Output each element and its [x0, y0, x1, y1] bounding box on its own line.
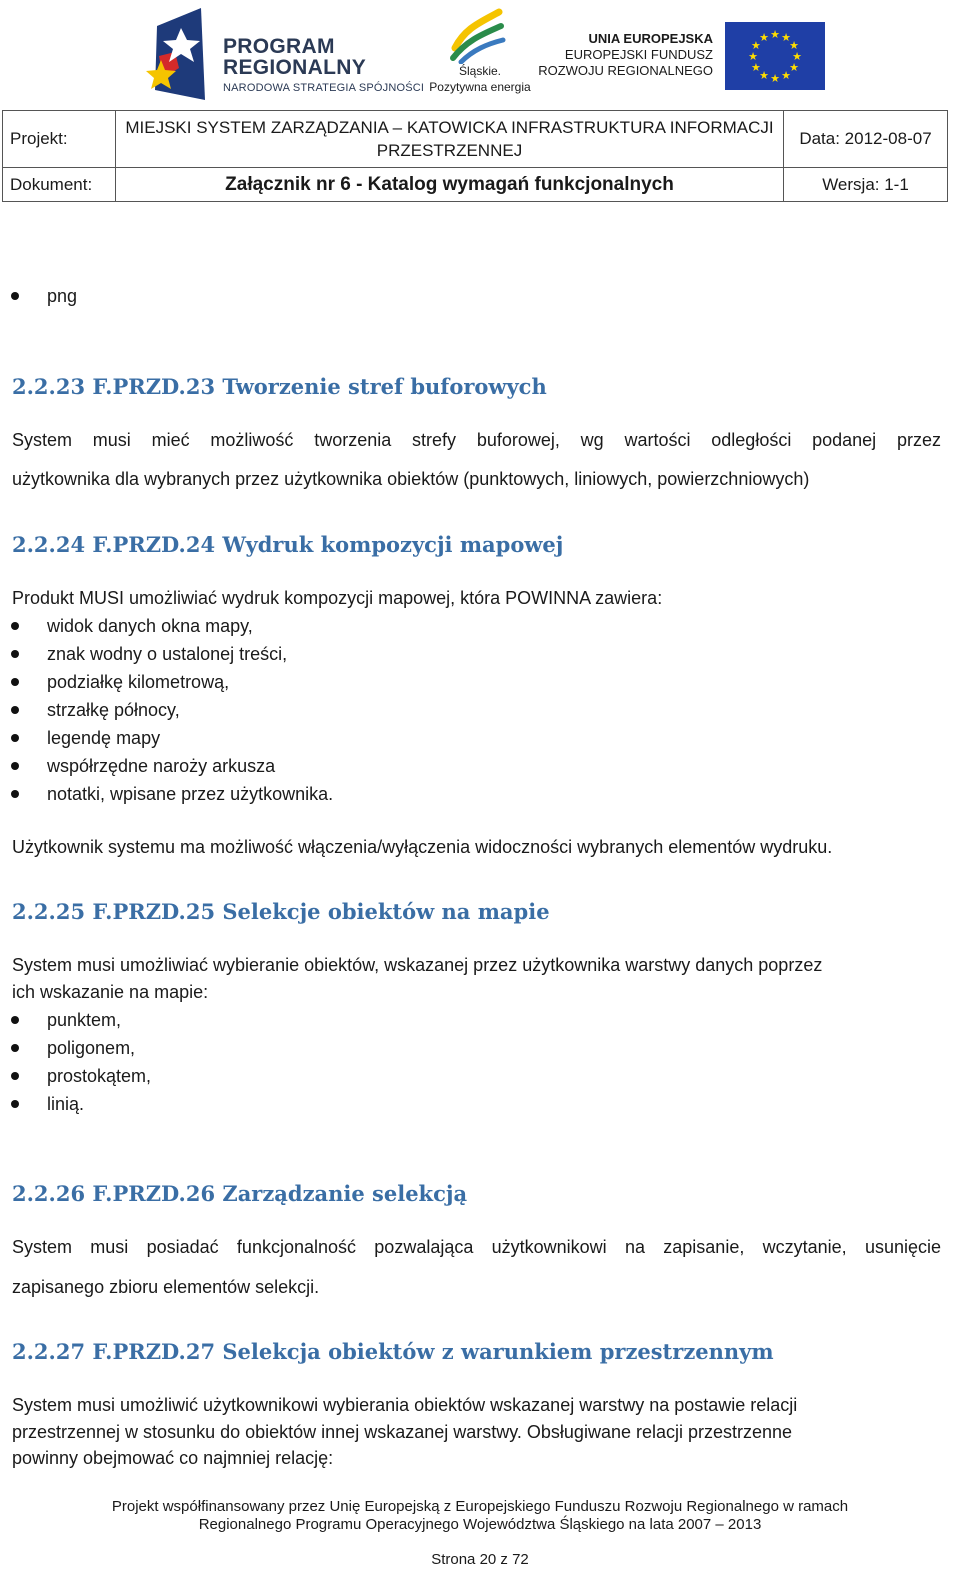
program-subtitle: NARODOWA STRATEGIA SPÓJNOŚCI [223, 82, 425, 94]
eu-star-icon: ★ [748, 50, 758, 63]
project-name-line1: MIEJSKI SYSTEM ZARZĄDZANIA – KATOWICKA INFRASTRUKTURA INFORMACJI [125, 118, 774, 137]
eu-line1: UNIA EUROPEJSKA [588, 31, 713, 46]
footer-cofinancing-line2: Regionalnego Programu Operacyjnego Województwa Śląskiego na lata 2007 – 2013 [198, 1516, 762, 1533]
bullet-icon [11, 734, 19, 742]
list-item: strzałkę północy, [47, 700, 180, 720]
paragraph-line: System musi mieć możliwość tworzenia strefy buforowej, wg wartości odległości podanej przez [12, 430, 941, 450]
program-regionalny-emblem-icon [143, 8, 217, 100]
paragraph-line: zapisanego zbioru elementów selekcji. [12, 1277, 320, 1297]
list-item: prostokątem, [47, 1066, 152, 1086]
eu-line3: ROZWOJU REGIONALNEGO [538, 63, 713, 78]
list-item: notatki, wpisane przez użytkownika. [47, 784, 334, 804]
paragraph-line: System musi umożliwić użytkownikowi wybierania obiektów wskazanej warstwy na postawie relacji [12, 1395, 798, 1415]
bullet-icon [11, 650, 19, 658]
bullet-icon [11, 292, 19, 300]
bullet-icon [11, 622, 19, 630]
page-number: Strona 20 z 72 [431, 1551, 529, 1568]
section-heading-2-2-24: 2.2.24 F.PRZD.24 Wydruk kompozycji mapowej [12, 532, 564, 557]
paragraph-line: powinny obejmować co najmniej relację: [12, 1448, 334, 1468]
program-regionalny-title [223, 36, 366, 78]
document-version: Wersja: 1-1 [822, 174, 909, 194]
section-heading-2-2-26: 2.2.26 F.PRZD.26 Zarządzanie selekcją [12, 1181, 468, 1206]
list-item: widok danych okna mapy, [47, 616, 253, 636]
bullet-icon [11, 1100, 19, 1108]
paragraph-line: użytkownika dla wybranych przez użytkownika obiektów (punktowych, liniowych, powierzchniowych) [12, 469, 810, 489]
eu-star-icon: ★ [770, 72, 780, 85]
eu-star-icon: ★ [750, 61, 761, 74]
eu-star-icon: ★ [759, 69, 769, 83]
project-name-line2: PRZESTRZENNEJ [376, 141, 523, 160]
list-item: legendę mapy [47, 728, 161, 748]
bullet-icon [11, 1016, 19, 1024]
paragraph-line: System musi umożliwiać wybieranie obiektów, wskazanej przez użytkownika warstwy danych poprzez [12, 955, 823, 975]
slaskie-name: Śląskie. [458, 64, 502, 78]
list-item: png [47, 286, 78, 306]
list-item: poligonem, [47, 1038, 136, 1058]
list-item: współrzędne naroży arkusza [47, 756, 276, 776]
program-regionalny-logo [143, 8, 425, 100]
eu-flag-icon [725, 22, 825, 90]
program-title-line2: REGIONALNY [223, 56, 367, 79]
eu-star-icon: ★ [789, 39, 800, 52]
section-heading-2-2-23: 2.2.23 F.PRZD.23 Tworzenie stref buforowych [12, 374, 547, 399]
list-item: podziałkę kilometrową, [47, 672, 230, 692]
paragraph-line: Użytkownik systemu ma możliwość włączenia/wyłączenia widoczności wybranych elementów wydruku. [12, 837, 833, 857]
bullet-icon [11, 678, 19, 686]
slaskie-slogan: Pozytywna energia [429, 80, 531, 94]
program-title-line1: PROGRAM [223, 35, 335, 58]
list-item: punktem, [47, 1010, 122, 1030]
section-heading-2-2-27: 2.2.27 F.PRZD.27 Selekcja obiektów z warunkiem przestrzennym [12, 1339, 774, 1364]
paragraph-line: przestrzennej w stosunku do obiektów innej wskazanej warstwy. Obsługiwane relacji przestrzenne [12, 1422, 793, 1442]
section-heading-2-2-25: 2.2.25 F.PRZD.25 Selekcje obiektów na mapie [12, 899, 550, 924]
eu-star-icon: ★ [750, 39, 761, 52]
bullet-icon [11, 790, 19, 798]
eu-star-icon: ★ [759, 30, 769, 44]
bullet-icon [11, 1072, 19, 1080]
bullet-icon [11, 706, 19, 714]
document-header-table [2, 110, 948, 202]
list-item: znak wodny o ustalonej treści, [47, 644, 288, 664]
paragraph-line: ich wskazanie na mapie: [12, 982, 209, 1002]
slaskie-logo [425, 8, 540, 96]
document-label: Dokument: [10, 174, 93, 194]
project-label: Projekt: [10, 129, 68, 148]
document-date: Data: 2012-08-07 [799, 129, 932, 148]
list-item: linią. [47, 1094, 85, 1114]
eu-star-icon: ★ [781, 69, 791, 83]
eu-star-icon: ★ [792, 50, 802, 63]
project-name [116, 111, 783, 167]
bullet-icon [11, 762, 19, 770]
slaskie-swirl-icon [447, 8, 507, 64]
eu-star-icon: ★ [781, 30, 791, 44]
eu-star-icon: ★ [789, 61, 800, 74]
paragraph-line: System musi posiadać funkcjonalność pozwalająca użytkownikowi na zapisanie, wczytanie, usunięcie [12, 1237, 941, 1257]
footer-cofinancing-line1: Projekt współfinansowany przez Unię Europejską z Europejskiego Funduszu Rozwoju Regionalnego w ramach [111, 1498, 849, 1515]
eu-logo [538, 22, 825, 94]
eu-star-icon: ★ [770, 28, 780, 41]
document-title: Załącznik nr 6 - Katalog wymagań funkcjonalnych [225, 173, 674, 195]
paragraph-line: Produkt MUSI umożliwiać wydruk kompozycji mapowej, która POWINNA zawiera: [12, 588, 663, 608]
eu-line2: EUROPEJSKI FUNDUSZ [564, 47, 713, 62]
bullet-icon [11, 1044, 19, 1052]
